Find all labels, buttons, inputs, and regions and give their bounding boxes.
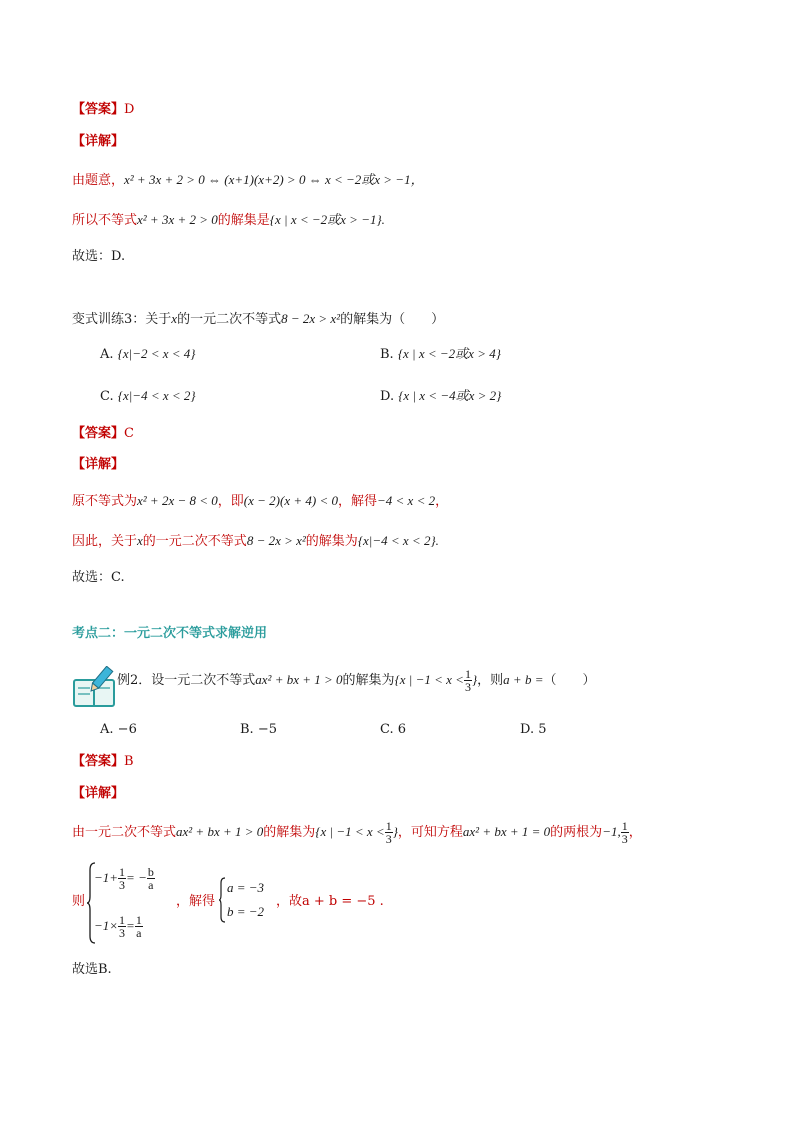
fraction-denominator: 3 <box>621 832 628 846</box>
solution-text: 由一元二次不等式 <box>72 825 177 840</box>
example-math: ax² + bx + 1 > 0 <box>255 672 343 687</box>
section-heading: 考点二：一元二次不等式求解逆用 <box>72 626 268 641</box>
option-label: B. <box>380 347 394 362</box>
example-text: （ ） <box>543 673 596 688</box>
option-c <box>100 386 196 407</box>
solution-var: x <box>137 533 143 548</box>
solution-b: b = −2 <box>227 904 265 919</box>
question-title <box>72 309 444 330</box>
example-text: 例2．设一元二次不等式 <box>117 673 256 688</box>
option-value: {x | x < −2或x > 4} <box>397 346 501 361</box>
system-math: −1+ <box>94 870 119 885</box>
fraction-denominator: 3 <box>385 832 392 846</box>
detail-label: 【详解】 <box>72 134 125 149</box>
solution-text: 原不等式为 <box>72 494 138 509</box>
example-set: {x | −1 < x < <box>394 672 464 687</box>
fraction-numerator: 1 <box>119 865 126 879</box>
example-text: 的解集为 <box>342 673 395 688</box>
solution-roots: −1, <box>602 824 621 839</box>
fraction <box>621 820 629 845</box>
solution-set: } <box>392 824 398 839</box>
solution-set: {x|−4 < x < 2}. <box>357 533 439 548</box>
solve-text: ，解得 <box>176 894 216 909</box>
solution-set: {x | −1 < x < <box>315 824 385 839</box>
solution-text: 的解集为 <box>263 825 316 840</box>
fraction-denominator: 3 <box>464 680 471 694</box>
option-label: C. <box>100 389 114 404</box>
solution-text: 的一元二次不等式 <box>142 534 247 549</box>
option-label: B. <box>240 722 254 737</box>
system-math: −1× <box>94 918 119 933</box>
option-label: D. <box>380 389 395 404</box>
option-b <box>240 720 277 740</box>
answer-line-3 <box>72 752 134 772</box>
solution-line <box>72 820 642 845</box>
solution-text: 的两根为 <box>550 825 603 840</box>
fraction-denominator: 3 <box>119 878 126 892</box>
fraction-numerator: 1 <box>385 819 392 833</box>
solution-math: x² + 2x − 8 < 0 <box>137 493 218 508</box>
solution-text: ，解得 <box>337 494 377 509</box>
option-value: {x | x < −4或x > 2} <box>398 388 502 403</box>
solution-text: 因此，关于 <box>72 534 138 549</box>
answer-label: 【答案】 <box>72 102 125 117</box>
left-brace-icon <box>218 877 226 923</box>
answer-label: 【答案】 <box>72 426 125 441</box>
solution-a: a = −3 <box>227 880 265 895</box>
fraction-numerator: b <box>147 865 154 879</box>
option-value: 6 <box>397 722 407 737</box>
solution-text: 所以不等式 <box>72 213 138 228</box>
answer-value: D <box>124 102 135 117</box>
question-text: 的一元二次不等式 <box>177 312 282 327</box>
solution-set: {x | x < −2或x > −1}. <box>269 212 385 227</box>
conclusion: 故选B. <box>72 962 112 977</box>
system-math: = <box>126 918 135 933</box>
question-math: 8 − 2x > x² <box>281 311 341 326</box>
fraction <box>118 914 126 939</box>
example-set: } <box>471 672 478 687</box>
option-label: D. <box>520 722 535 737</box>
system-prefix: 则 <box>72 894 86 909</box>
solution-text: 由题意， <box>72 173 125 188</box>
fraction-denominator: 3 <box>119 926 126 940</box>
solution-text: 的解集是 <box>217 213 270 228</box>
system-row-2 <box>94 914 143 939</box>
detail-label: 【详解】 <box>72 786 125 801</box>
solution-math: ax² + bx + 1 > 0 <box>176 824 264 839</box>
detail-label: 【详解】 <box>72 457 125 472</box>
answer-value: C <box>124 426 134 441</box>
example-title <box>117 668 595 693</box>
fraction <box>135 914 143 939</box>
option-value: −5 <box>257 722 277 737</box>
solution-math: ax² + bx + 1 = 0 <box>462 824 551 839</box>
solution-text: ，即 <box>217 494 244 509</box>
solution-text: ， <box>435 494 449 509</box>
option-label: A. <box>100 347 114 362</box>
system-math: = − <box>126 870 147 885</box>
option-value: −6 <box>117 722 137 737</box>
fraction <box>464 668 472 693</box>
solution-line <box>72 491 448 512</box>
fraction <box>385 820 393 845</box>
option-label: C. <box>380 722 394 737</box>
option-a <box>100 344 196 365</box>
solution-text: ，可知方程 <box>397 825 463 840</box>
conclusion: 故选：D. <box>72 249 126 264</box>
solution-math: −4 < x < 2 <box>377 493 436 508</box>
solution-math: 8 − 2x > x² <box>246 533 306 548</box>
conclusion: 故选：C. <box>72 570 125 585</box>
fraction-numerator: 1 <box>464 667 471 681</box>
option-a <box>100 720 137 740</box>
solution-text: 的解集为 <box>305 534 358 549</box>
fraction-numerator: 1 <box>119 913 126 927</box>
question-text: 变式训练3：关于 <box>72 312 172 327</box>
answer-line-1 <box>72 100 134 120</box>
solution-text: ， <box>628 825 642 840</box>
answer-line-2 <box>72 424 134 444</box>
system-row-1 <box>94 866 155 891</box>
question-var: x <box>171 311 178 326</box>
result-line: ，故a + b = −5 . <box>276 894 384 909</box>
answer-value: B <box>124 754 134 769</box>
fraction-denominator: a <box>148 878 154 892</box>
example-text: ，则 <box>477 673 504 688</box>
fraction-numerator: 1 <box>621 819 628 833</box>
answer-label: 【答案】 <box>72 754 125 769</box>
book-pencil-icon <box>72 666 116 710</box>
solution-math: (x − 2)(x + 4) < 0 <box>243 493 338 508</box>
question-text: 的解集为（ ） <box>340 312 445 327</box>
option-value: {x|−2 < x < 4} <box>117 346 196 361</box>
option-d <box>380 386 501 407</box>
option-label: A. <box>100 722 114 737</box>
fraction <box>118 866 126 891</box>
solution-line <box>72 210 385 231</box>
option-c <box>380 720 406 740</box>
solution-line <box>72 170 424 191</box>
fraction-numerator: 1 <box>135 913 142 927</box>
option-value: {x|−4 < x < 2} <box>117 388 196 403</box>
solution-math: x² + 3x + 2 > 0 ⇔ (x+1)(x+2) > 0 ⇔ x < −2或x > −1， <box>124 172 424 187</box>
example-math: a + b = <box>503 672 544 687</box>
option-b <box>380 344 501 365</box>
solution-math: x² + 3x + 2 > 0 <box>137 212 218 227</box>
option-value: 5 <box>538 722 547 737</box>
solution-line <box>72 531 439 552</box>
fraction <box>147 866 155 891</box>
fraction-denominator: a <box>136 926 142 940</box>
option-d <box>520 720 547 740</box>
